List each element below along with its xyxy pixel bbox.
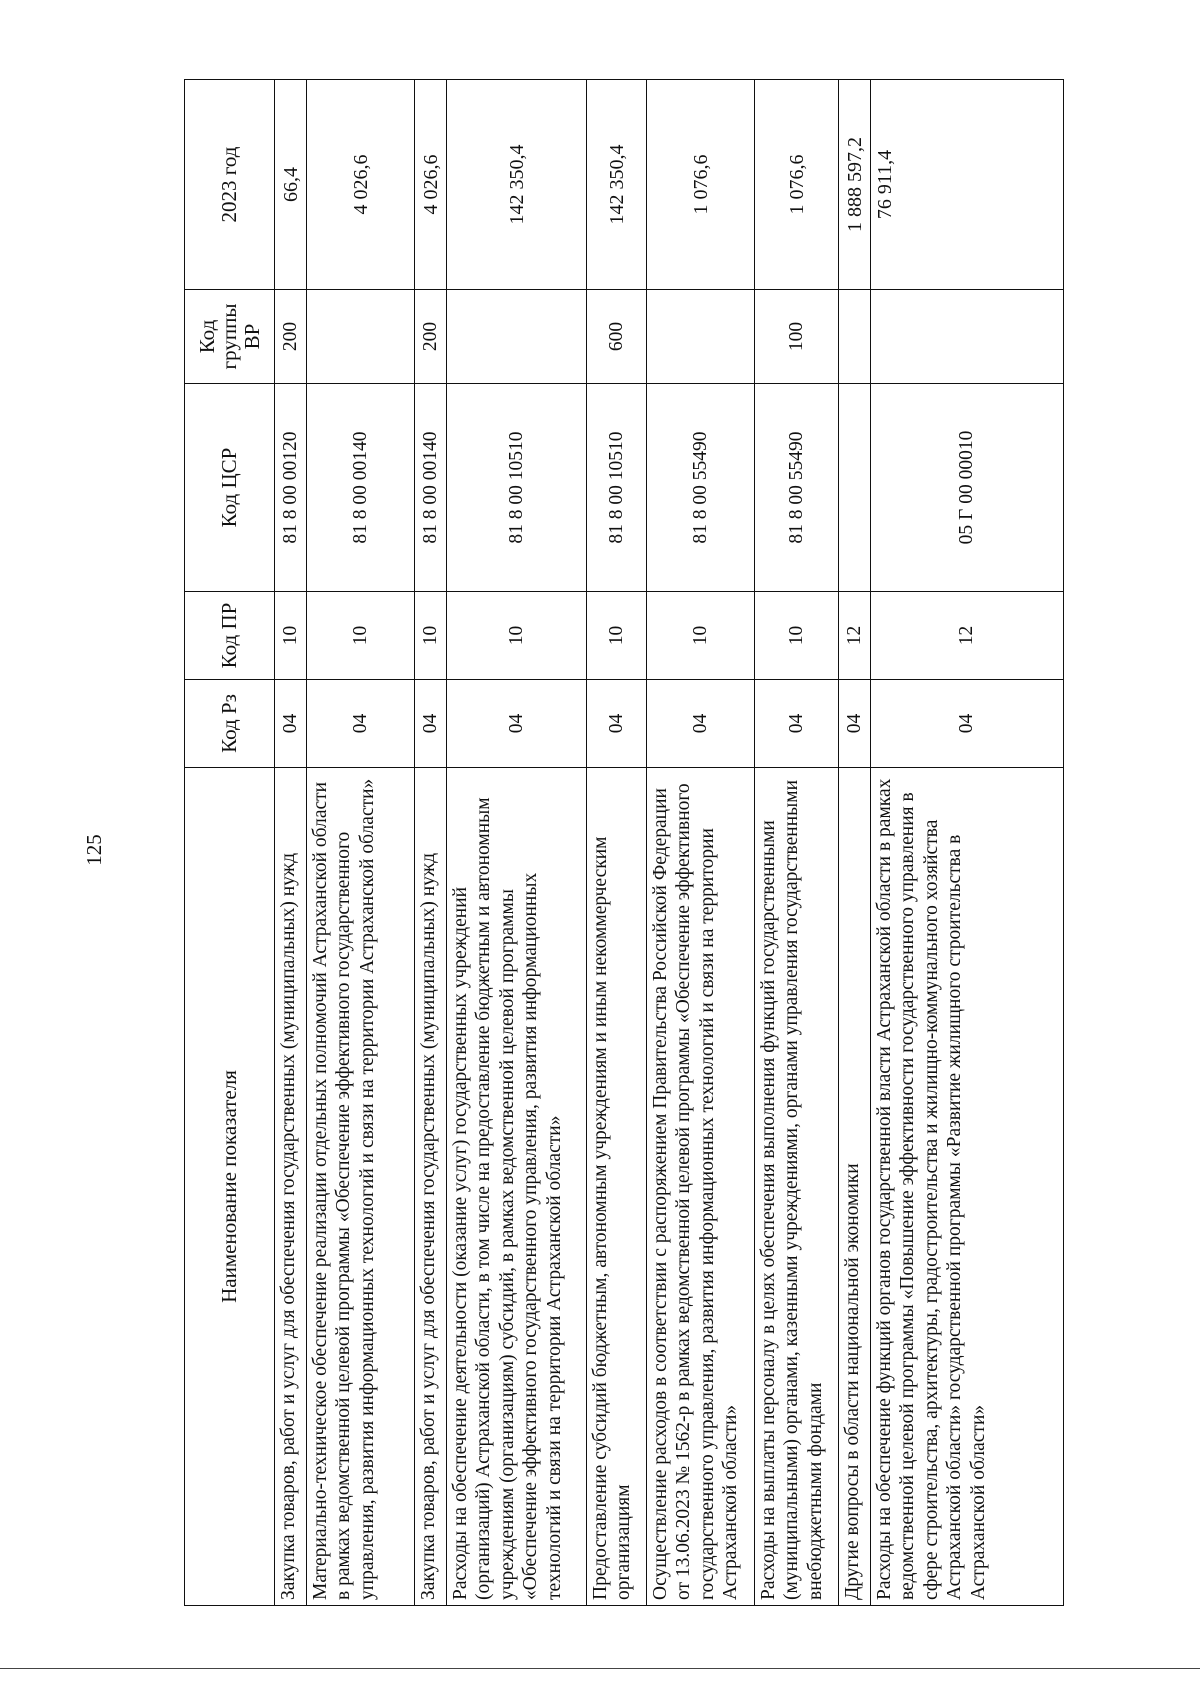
row-rz: 04: [871, 680, 1064, 768]
header-rz: Код Рз: [185, 680, 275, 768]
header-pr: Код ПР: [185, 592, 275, 680]
row-amount: 1 076,6: [647, 80, 755, 290]
row-name: Закупка товаров, работ и услуг для обеспечения государственных (муниципальных) нужд: [415, 768, 447, 1606]
table-row: [307, 80, 415, 1606]
row-rz: 04: [447, 680, 587, 768]
row-amount: 142 350,4: [587, 80, 647, 290]
table-header-row: [185, 80, 275, 1606]
row-pr: 10: [587, 592, 647, 680]
row-vr: [307, 290, 415, 384]
row-vr: [839, 290, 871, 384]
row-csr: 05 Г 00 00010: [871, 384, 1064, 592]
row-name: Материально-техническое обеспечение реализации отдельных полномочий Астраханской области в рамках ведомственной целевой программы «Обеспечение эффективного государственного управления, развития информационных технологий и связи на территории Астраханской области»: [307, 768, 415, 1606]
header-vr: Код группы ВР: [185, 290, 275, 384]
row-csr: 81 8 00 55490: [647, 384, 755, 592]
row-csr: 81 8 00 00140: [307, 384, 415, 592]
row-vr: 100: [755, 290, 839, 384]
row-pr: 10: [307, 592, 415, 680]
row-name: Расходы на обеспечение функций органов государственной власти Астраханской области в рамках ведомственной целевой программы «Повышение эффективности государственного управления в сфере строительства, архитектуры, градостроительства и жилищно-коммунального хозяйства Астраханской области» государственной программы «Развитие жилищного строительства в Астраханской области»: [871, 768, 1064, 1606]
header-csr: Код ЦСР: [185, 384, 275, 592]
header-name: Наименование показателя: [185, 768, 275, 1606]
row-pr: 10: [755, 592, 839, 680]
row-vr: [647, 290, 755, 384]
row-rz: 04: [755, 680, 839, 768]
table-row: [415, 80, 447, 1606]
header-year: 2023 год: [185, 80, 275, 290]
row-amount: 76 911,4: [871, 80, 1064, 290]
row-rz: 04: [839, 680, 871, 768]
table-row: [839, 80, 871, 1606]
row-amount: 4 026,6: [307, 80, 415, 290]
row-rz: 04: [647, 680, 755, 768]
table-row: [587, 80, 647, 1606]
row-pr: 12: [839, 592, 871, 680]
table-row: [871, 80, 1064, 1606]
row-name: Осуществление расходов в соответствии с распоряжением Правительства Российской Федерации от 13.06.2023 № 1562-р в рамках ведомственной целевой программы «Обеспечение эффективного государственного управления, развития информационных технологий и связи на территории Астраханской области»: [647, 768, 755, 1606]
row-name: Расходы на обеспечение деятельности (оказание услуг) государственных учреждений (организаций) Астраханской области, в том числе на предоставление бюджетным и автономным учреждениям (организациям) субсидий, в рамках ведомственной целевой программы «Обеспечение эффективного государственного управления, развития информационных технологий и связи на территории Астраханской области»: [447, 768, 587, 1606]
row-vr: [871, 290, 1064, 384]
row-pr: 10: [647, 592, 755, 680]
row-amount: 66,4: [275, 80, 307, 290]
row-rz: 04: [415, 680, 447, 768]
row-name: Другие вопросы в области национальной экономики: [839, 768, 871, 1606]
budget-table: [184, 79, 1064, 1606]
row-csr: 81 8 00 00140: [415, 384, 447, 592]
row-vr: [447, 290, 587, 384]
row-pr: 12: [871, 592, 1064, 680]
row-rz: 04: [307, 680, 415, 768]
row-pr: 10: [415, 592, 447, 680]
row-csr: [839, 384, 871, 592]
row-csr: 81 8 00 10510: [447, 384, 587, 592]
row-csr: 81 8 00 55490: [755, 384, 839, 592]
table-row: [275, 80, 307, 1606]
row-amount: 1 888 597,2: [839, 80, 871, 290]
table-row: [447, 80, 587, 1606]
row-rz: 04: [587, 680, 647, 768]
table-row: [755, 80, 839, 1606]
page-number: 125: [82, 834, 106, 866]
row-name: Предоставление субсидий бюджетным, автономным учреждениям и иным некоммерческим организациям: [587, 768, 647, 1606]
row-pr: 10: [275, 592, 307, 680]
scan-edge-line: [0, 1668, 1200, 1669]
row-vr: 600: [587, 290, 647, 384]
table-row: [647, 80, 755, 1606]
row-pr: 10: [447, 592, 587, 680]
rotated-table-container: [184, 80, 1064, 1606]
row-name: Расходы на выплаты персоналу в целях обеспечения выполнения функций государственными (муниципальными) органами, казенными учреждениями, органами управления государственными внебюджетными фондами: [755, 768, 839, 1606]
row-vr: 200: [415, 290, 447, 384]
row-amount: 142 350,4: [447, 80, 587, 290]
row-name: Закупка товаров, работ и услуг для обеспечения государственных (муниципальных) нужд: [275, 768, 307, 1606]
row-amount: 4 026,6: [415, 80, 447, 290]
row-rz: 04: [275, 680, 307, 768]
row-csr: 81 8 00 10510: [587, 384, 647, 592]
row-amount: 1 076,6: [755, 80, 839, 290]
row-csr: 81 8 00 00120: [275, 384, 307, 592]
row-vr: 200: [275, 290, 307, 384]
